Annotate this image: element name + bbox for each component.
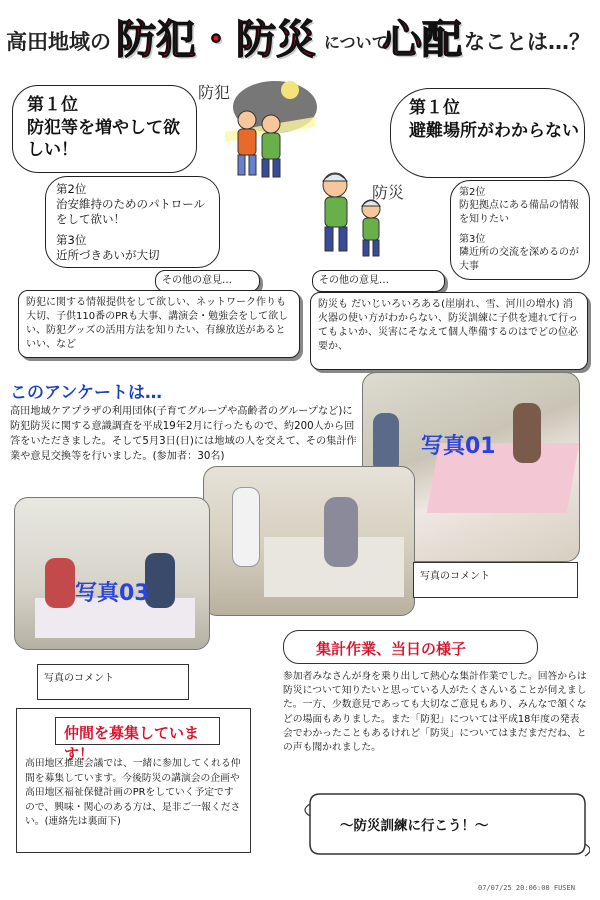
photo-03-label: 写真03 — [75, 581, 150, 606]
disaster-other-box — [310, 292, 588, 370]
photo-01-person — [373, 413, 399, 473]
crime-rank1-label: 第１位 — [27, 95, 78, 115]
summary-heading: 集計作業、当日の様子 — [316, 640, 467, 658]
disaster-category-label: 防災 — [372, 183, 405, 202]
crime-rank1-text: 防犯等を増やして欲しい！ — [27, 118, 180, 160]
crime-rank2-label: 第2位 — [56, 182, 87, 196]
photo-01-label: 写真01 — [421, 434, 496, 459]
crime-other-box — [18, 290, 300, 358]
disaster-rank2-label: 第2位 — [459, 187, 486, 198]
crime-rank3-label: 第3位 — [56, 233, 87, 247]
photo-01-person — [513, 403, 541, 463]
summary-heading-box — [283, 630, 538, 664]
disaster-other-tab — [312, 270, 445, 292]
disaster-rank1-label: 第１位 — [409, 98, 460, 118]
title-suffix: なことは…？ — [464, 30, 590, 54]
disaster-rank2-text: 防犯拠点にある備品の情報を知りたい — [459, 200, 579, 225]
title-prefix: 高田地域の — [6, 30, 111, 54]
title-main-2: 心配 — [382, 16, 462, 63]
disaster-other-text: 防災も だいじいろいろある(崖崩れ、雪、河川の増水) 消火器の使い方がわからない、防災訓練に子供を連れて行ってもよいか、災害にそなえて個人準備するのはでどの位必要か、 — [318, 299, 578, 352]
print-timestamp: 07/07/25 20:06:08 FUSEN — [478, 884, 575, 892]
title-middle: について — [324, 33, 388, 52]
crime-rank2-3-bubble — [45, 176, 220, 268]
crime-rank1-bubble — [12, 85, 197, 173]
photo-03-caption-text: 写真のコメント — [44, 673, 114, 684]
disaster-rank3-text: 隣近所の交流を深めるのが大事 — [459, 247, 579, 272]
summary-text: 参加者みなさんが身を乗り出して熱心な集計作業でした。回答からは防災について知りたいと思っている人がたくさんいることが伺えました。一方、少数意見であっても大切なご意見もあり、みんなで頷くなどの場面もありました。また「防犯」については平成18年度の発表会でわかったこともあるけれど「防災」についてはまだまだだね、との声も聞かれました。 — [283, 671, 587, 754]
recruit-heading-box — [55, 717, 220, 763]
disaster-rank3-label: 第3位 — [459, 234, 486, 245]
crime-category-label: 防犯 — [198, 83, 231, 102]
disaster-other-heading: その他の意見… — [319, 275, 389, 286]
crime-other-text: 防犯に関する情報提供をして欲しい、ネットワーク作りも大切、子供110番のPRも大事、講演会・勉強会をして欲しい、防犯グッズの活用方法を知りたい、有線放送があるといい、など — [26, 297, 289, 350]
recruit-text: 高田地区推進会議では、一緒に参加してくれる仲間を募集しています。今後防災の講演会の企画や高田地区福祉保健計画のPRをしていく予定ですので、興味・関心のある方は、是非ご一報ください。(連絡先は裏面下) — [25, 758, 241, 827]
photo-03-person — [45, 558, 75, 608]
photo-02-person — [324, 497, 358, 567]
recruit-heading: 仲間を募集しています！ — [64, 724, 200, 763]
photo-01-caption-text: 写真のコメント — [420, 571, 490, 582]
photo-01-caption — [413, 562, 578, 598]
photo-03 — [14, 497, 210, 650]
footer-scroll-banner — [300, 790, 590, 865]
page-title — [6, 4, 596, 66]
recruit-box — [16, 708, 251, 853]
photo-03-caption — [37, 664, 189, 700]
disaster-rank1-text: 避難場所がわからない — [409, 121, 579, 141]
disaster-rank2-3-bubble — [450, 180, 590, 280]
crime-other-heading: その他の意見… — [162, 275, 232, 286]
photo-02-person — [232, 487, 260, 567]
footer-banner-text: ～防災訓練に行こう！～ — [340, 818, 489, 834]
crime-other-tab — [155, 270, 260, 292]
photo-02 — [203, 466, 415, 616]
title-main-1: 防犯・防災 — [116, 16, 316, 63]
survey-heading: このアンケートは… — [10, 383, 162, 403]
disaster-rank1-bubble — [390, 88, 585, 178]
crime-rank2-text: 治安維持のためのパトロールをして欲い！ — [56, 197, 206, 226]
crime-rank3-text: 近所づきあいが大切 — [56, 248, 160, 262]
survey-text: 高田地域ケアプラザの利用団体(子育てグループや高齢者のグループなど)に防犯防災に関する意識調査を平成19年2月に行ったもので、約200人から回答をいただきました。そして5月3日(日)には地域の人を交えて、その集計作業や意見交換等を行いました。(参加者：30名) — [10, 406, 357, 462]
